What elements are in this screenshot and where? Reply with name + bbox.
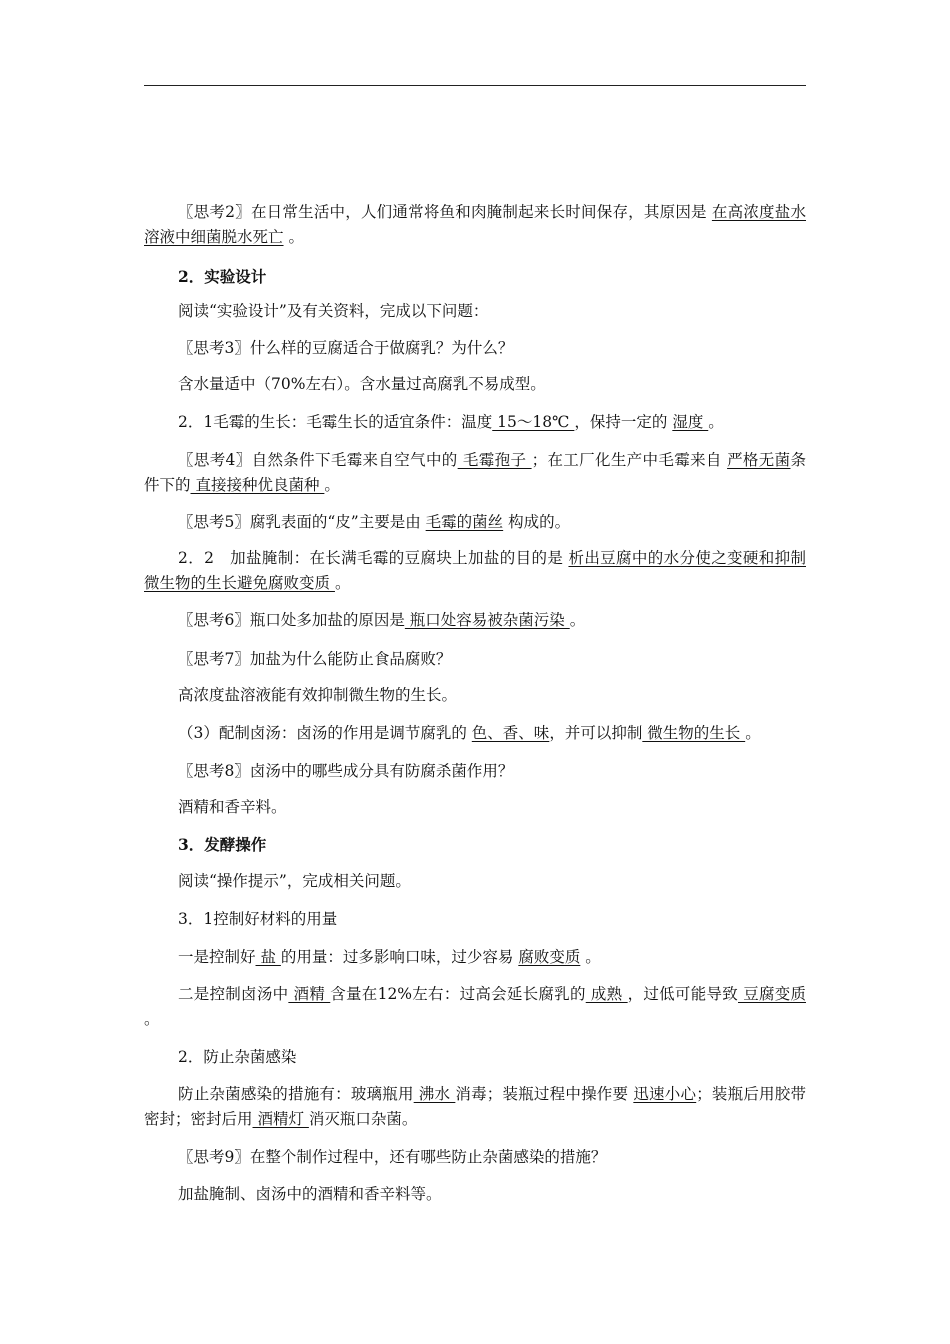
header-rule [144, 85, 806, 86]
paragraph-text: 阅读“实验设计”及有关资料，完成以下问题： [178, 302, 489, 320]
paragraph-text: 。 [324, 476, 340, 494]
paragraph-text: 的用量：过多影响口味，过少容易 [280, 948, 519, 966]
paragraph [144, 608, 806, 633]
paragraph [144, 1145, 806, 1170]
paragraph-text: 2．实验设计 [178, 267, 267, 286]
answer-blank: 腐败变质 [518, 948, 581, 966]
paragraph-text: 高浓度盐溶液能有效抑制微生物的生长。 [178, 686, 458, 704]
answer-blank: 直接接种优良菌种 [190, 476, 325, 494]
paragraph-text: 〖思考7〗加盐为什么能防止食品腐败？ [178, 650, 452, 668]
paragraph-text: 。 [334, 574, 351, 592]
answer-blank: 迅速小心 [633, 1085, 697, 1103]
paragraph-text: 〖思考5〗腐乳表面的“皮”主要是由 [178, 513, 426, 531]
paragraph-text: 〖思考4〗自然条件下毛霉来自空气中的 [178, 451, 458, 469]
paragraph [144, 200, 806, 250]
paragraph [144, 264, 806, 289]
paragraph-text: 〖思考6〗瓶口处多加盐的原因是 [178, 611, 405, 629]
paragraph-text: 二是控制卤汤中 [178, 985, 289, 1003]
paragraph [144, 1082, 806, 1132]
paragraph-text: 含水量适中（70%左右）。含水量过高腐乳不易成型。 [178, 375, 546, 393]
paragraph-text: 。 [144, 1010, 160, 1028]
paragraph [144, 546, 806, 596]
paragraph [144, 336, 806, 361]
paragraph-text: （3）配制卤汤：卤汤的作用是调节腐乳的 [178, 724, 472, 742]
paragraph-text: 〖思考2〗在日常生活中，人们通常将鱼和肉腌制起来长时间保存，其原因是 [178, 203, 712, 221]
paragraph-text: ，保持一定的 [574, 413, 673, 431]
paragraph-text: 〖思考9〗在整个制作过程中，还有哪些防止杂菌感染的措施？ [178, 1148, 607, 1166]
paragraph [144, 907, 806, 932]
answer-blank: 色、香、味 [471, 724, 550, 742]
paragraph-text: 〖思考8〗卤汤中的哪些成分具有防腐杀菌作用？ [178, 762, 514, 780]
answer-blank: 析出豆腐中的水分使之变硬和抑制微生物的生长避免腐败变质 [144, 549, 806, 592]
paragraph [144, 410, 806, 435]
paragraph-text: 加盐腌制、卤汤中的酒精和香辛料等。 [178, 1185, 442, 1203]
paragraph-text: 3．发酵操作 [178, 835, 267, 854]
answer-blank: 毛霉的菌丝 [425, 513, 504, 531]
paragraph-text: 消灭瓶口杂菌。 [308, 1110, 418, 1128]
answer-blank: 在高浓度盐水溶液中细菌脱水死亡 [144, 203, 806, 246]
paragraph-text: 。 [708, 413, 724, 431]
paragraph-text: ；在工厂化生产中毛霉来自 [531, 451, 728, 469]
paragraph-text: 。 [580, 948, 601, 966]
paragraph [144, 795, 806, 820]
paragraph [144, 759, 806, 784]
paragraph [144, 372, 806, 397]
paragraph [144, 683, 806, 708]
answer-blank: 严格无菌 [727, 451, 791, 469]
paragraph-text: 一是控制好 [178, 948, 256, 966]
paragraph [144, 448, 806, 498]
paragraph-text: 2．防止杂菌感染 [178, 1048, 297, 1066]
paragraph-text: 2．2 加盐腌制：在长满毛霉的豆腐块上加盐的目的是 [178, 549, 569, 567]
paragraph-text: 构成的。 [503, 513, 571, 531]
paragraph-text: 条件下的 [144, 451, 806, 494]
paragraph-text: 消毒；装瓶过程中操作要 [455, 1085, 634, 1103]
paragraph-text: ，并可以抑制 [549, 724, 643, 742]
paragraph-text: ；装瓶后用胶带密封；密封后用 [144, 1085, 806, 1128]
answer-blank: 豆腐变质 [738, 985, 806, 1003]
paragraph [144, 982, 806, 1032]
answer-blank: 酒精 [288, 985, 331, 1003]
paragraph-text: 酒精和香辛料。 [178, 798, 287, 816]
paragraph-text: 2．1毛霉的生长：毛霉生长的适宜条件：温度 [178, 413, 493, 431]
paragraph [144, 721, 806, 746]
paragraph [144, 299, 806, 324]
answer-blank: 毛霉孢子 [457, 451, 532, 469]
paragraph-text: 3．1控制好材料的用量 [178, 910, 338, 928]
paragraph-text: 〖思考3〗什么样的豆腐适合于做腐乳？为什么？ [178, 339, 514, 357]
answer-blank: 盐 [255, 948, 281, 966]
answer-blank: 沸水 [413, 1085, 456, 1103]
paragraph [144, 647, 806, 672]
answer-blank: 瓶口处容易被杂菌污染 [404, 611, 570, 629]
paragraph [144, 1182, 806, 1207]
paragraph [144, 945, 806, 970]
paragraph-text: 。 [745, 724, 761, 742]
paragraph-text: 。 [569, 611, 586, 629]
paragraph-text: 含量在12%左右：过高会延长腐乳的 [330, 985, 586, 1003]
answer-blank: 湿度 [672, 413, 709, 431]
answer-blank: 15～18℃ [492, 413, 575, 431]
paragraph-text: ，过低可能导致 [627, 985, 738, 1003]
paragraph-text: 阅读“操作提示”，完成相关问题。 [178, 872, 411, 890]
paragraph [144, 832, 806, 857]
paragraph [144, 869, 806, 894]
answer-blank: 酒精灯 [252, 1110, 309, 1128]
answer-blank: 成熟 [585, 985, 628, 1003]
answer-blank: 微生物的生长 [642, 724, 746, 742]
paragraph-text: 防止杂菌感染的措施有：玻璃瓶用 [178, 1085, 414, 1103]
paragraph [144, 1045, 806, 1070]
paragraph-text: 。 [283, 228, 304, 246]
paragraph [144, 510, 806, 535]
